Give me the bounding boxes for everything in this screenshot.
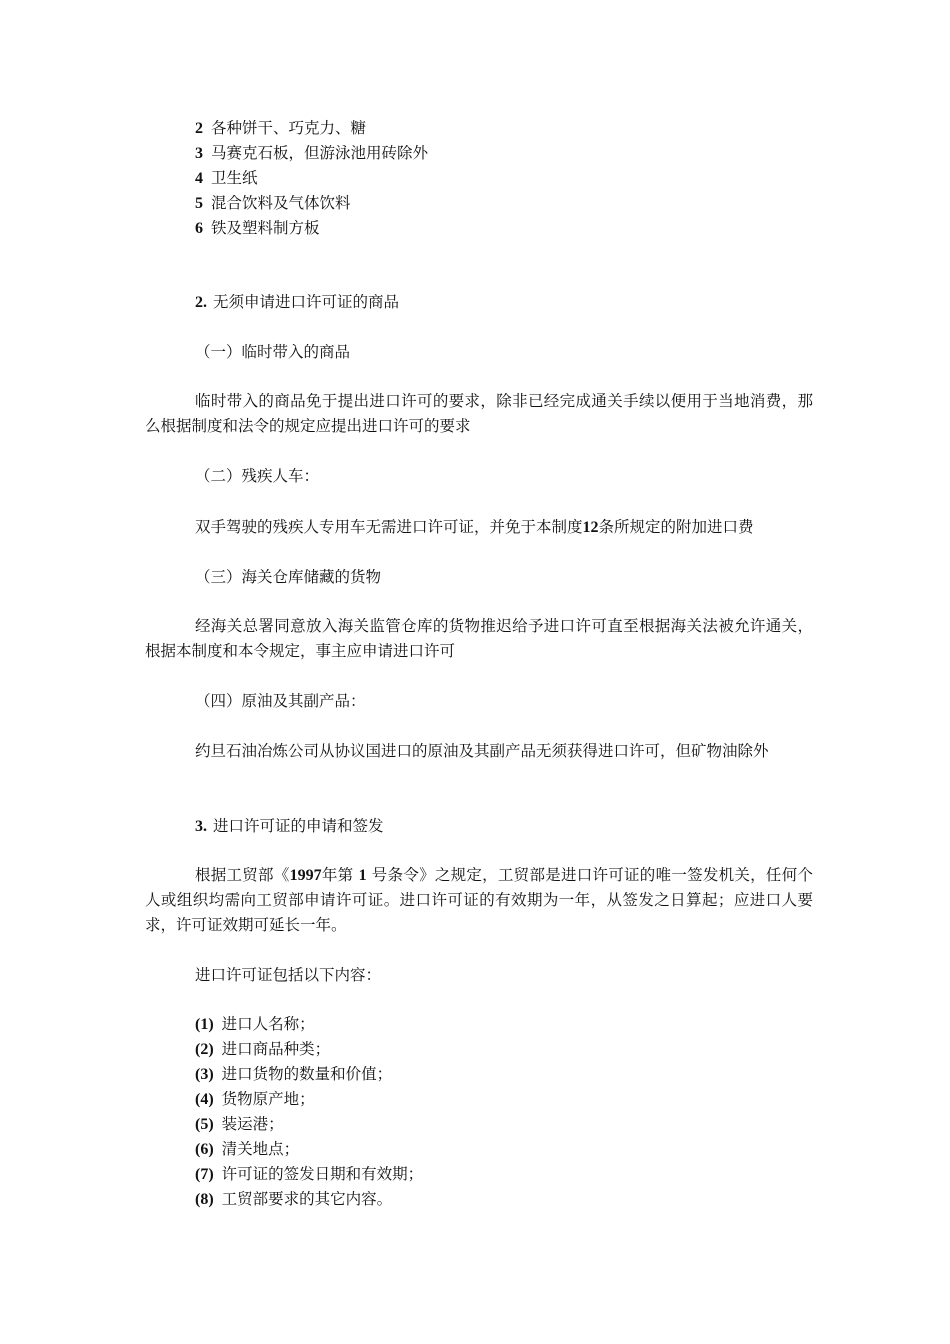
list-item-text: 工贸部要求的其它内容。 [221,1190,393,1208]
list-item-number: 3 [195,145,203,162]
paragraph-text: 根据工贸部《 [195,866,290,884]
subsection-heading [195,464,319,489]
subsection-title: （一）临时带入的商品 [195,343,351,361]
list-item [195,216,320,241]
paragraph: 临时带入的商品免于提出进口许可的要求，除非已经完成通关手续以便用于当地消费，那么根据制度和法令的规定应提出进口许可的要求 [145,392,813,435]
paragraph-text: 双手驾驶的残疾人专用车无需进口许可证，并免于本制度 [195,518,583,536]
list-item-number: (3) [195,1066,214,1083]
list-item [195,1037,330,1062]
paragraph-text: 条所规定的附加进口费 [598,518,754,536]
list-item-text: 各种饼干、巧克力、糖 [211,119,367,137]
list-item-text: 卫生纸 [211,169,258,187]
list-item [195,1187,392,1212]
list-item [195,191,351,216]
list-item-text: 货物原产地； [221,1090,315,1108]
list-item-number: (6) [195,1141,214,1158]
list-item-text: 装运港； [221,1115,284,1133]
paragraph [145,863,813,938]
paragraph-number: 12 [582,519,599,536]
section-heading [195,290,399,315]
paragraph: 经海关总署同意放入海关监管仓库的货物推迟给予进口许可直至根据海关法被允许通关，根据本制度和本令规定，事主应申请进口许可 [145,617,813,660]
list-item-number: 2 [195,120,203,137]
list-item [195,166,258,191]
list-item-text: 铁及塑料制方板 [211,219,320,237]
paragraph-number: 1997 [289,867,322,884]
list-item [195,1062,392,1087]
list-item-text: 进口商品种类； [221,1040,331,1058]
section-title: 无须申请进口许可证的商品 [213,293,400,311]
section-title: 进口许可证的申请和签发 [213,817,384,835]
list-item-text: 许可证的签发日期和有效期； [221,1165,424,1183]
list-item-text: 进口货物的数量和价值； [221,1065,393,1083]
list-item-number: (4) [195,1091,214,1108]
list-item [195,116,366,141]
list-item-number: (8) [195,1191,214,1208]
paragraph-text: 进口许可证包括以下内容： [195,966,382,984]
section-number: 2. [195,294,207,311]
section-number: 3. [195,818,207,835]
list-item [195,1137,299,1162]
subsection-heading [195,689,366,714]
list-item-number: (1) [195,1016,214,1033]
list-item [195,141,428,166]
paragraph-intro [195,963,381,988]
paragraph: 约旦石油冶炼公司从协议国进口的原油及其副产品无须获得进口许可，但矿物油除外 [195,742,769,760]
subsection-title: （四）原油及其副产品： [195,692,366,710]
list-item [195,1112,284,1137]
section-heading [195,814,384,839]
list-item-text: 马赛克石板，但游泳池用砖除外 [211,144,429,162]
list-item [195,1162,423,1187]
list-item-number: (2) [195,1041,214,1058]
subsection-title: （三）海关仓库储藏的货物 [195,568,382,586]
paragraph-text: 年第 [321,866,354,884]
list-item-number: 6 [195,220,203,237]
list-item-text: 进口人名称； [221,1015,315,1033]
subsection-heading [195,565,381,590]
list-item-text: 混合饮料及气体饮料 [211,194,351,212]
list-item [195,1012,315,1037]
paragraph [145,515,813,540]
paragraph-text: 号条令》之规定，工贸部是进口许可证的唯一签发机关，任何个人或组织均需向工贸部申请许可证。进口许可证的有效期为一年，从签发之日算起；应进口人要求，许可证效期可延长一年。 [145,866,813,934]
subsection-heading [195,340,350,365]
paragraph-number: 1 [358,867,367,884]
list-item-number: (5) [195,1116,214,1133]
list-item [195,1087,315,1112]
list-item-number: 4 [195,170,203,187]
list-item-text: 清关地点； [221,1140,300,1158]
list-item-number: 5 [195,195,203,212]
list-item-number: (7) [195,1166,214,1183]
subsection-title: （二）残疾人车： [195,467,320,485]
